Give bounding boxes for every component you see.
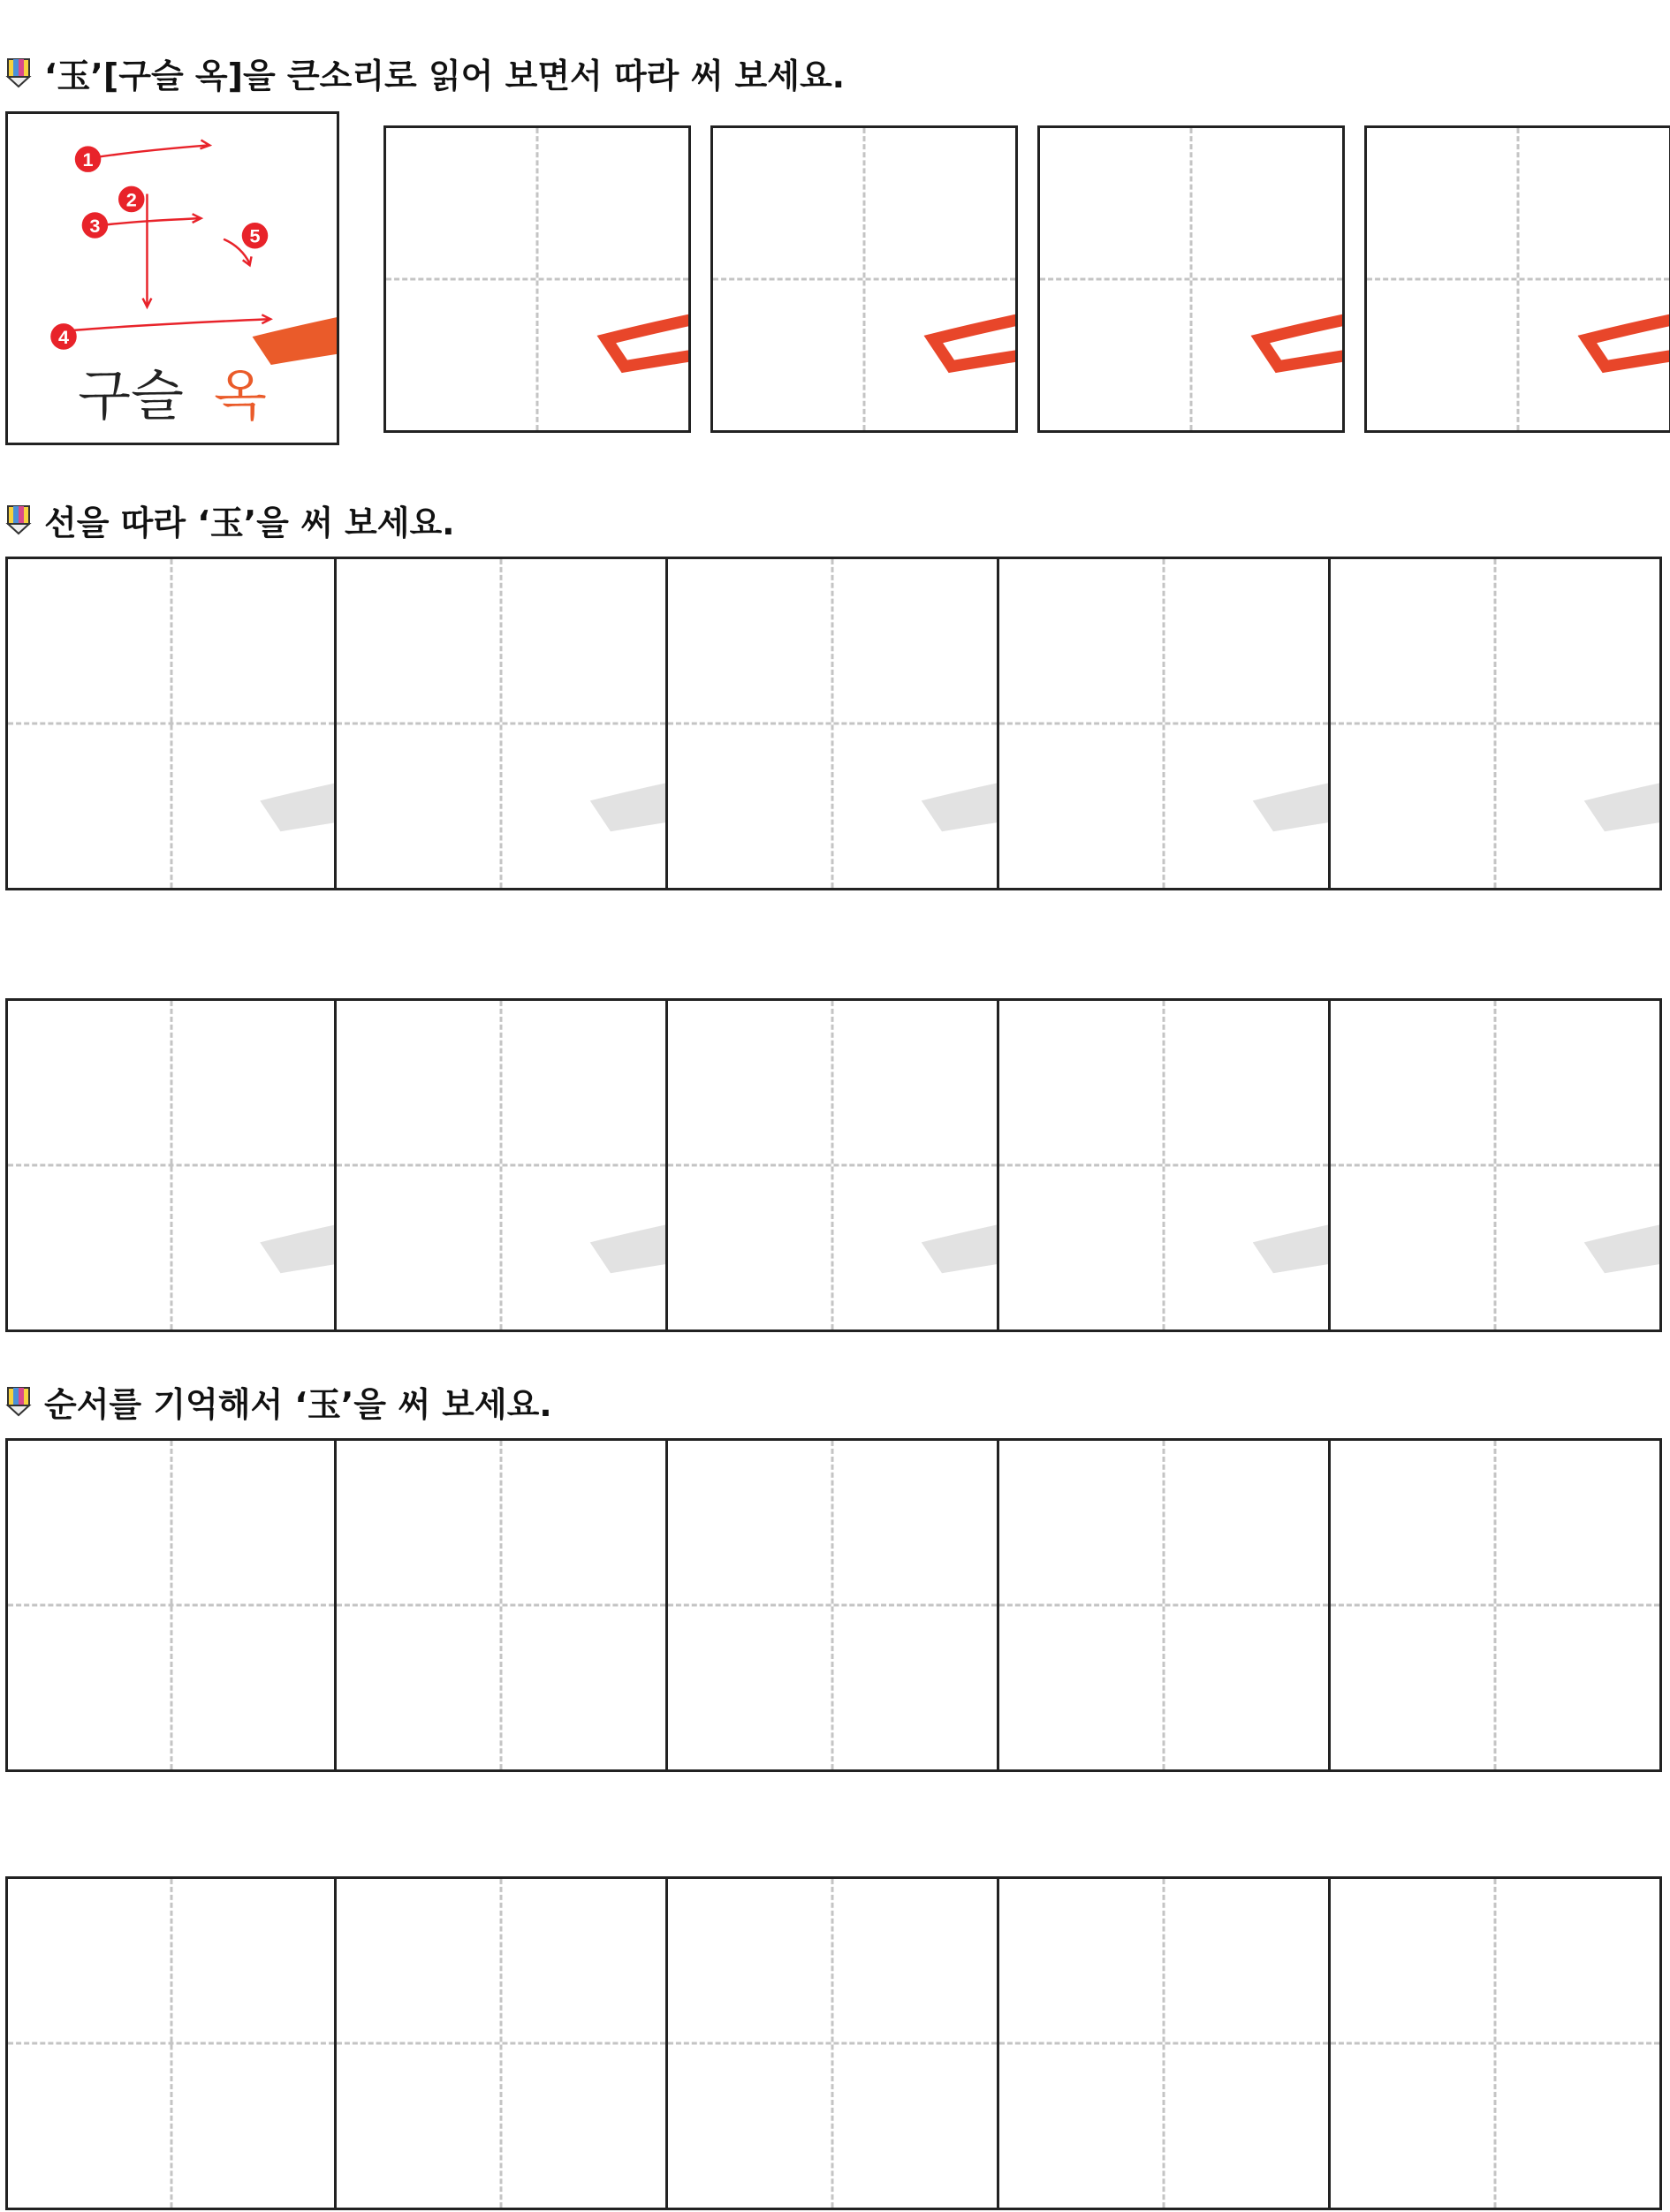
trace-character <box>668 1001 997 1329</box>
stroke-number-2: 2 <box>125 188 137 211</box>
instruction-text: ‘玉’[구슬 옥]을 큰소리로 읽어 보면서 따라 써 보세요. <box>44 56 846 95</box>
trace-cell[interactable] <box>999 998 1331 1332</box>
blank-cell[interactable] <box>668 1876 999 2210</box>
instruction-text: 선을 따라 ‘玉’을 써 보세요. <box>44 503 455 542</box>
character-sound: 옥 <box>213 363 267 428</box>
outline-cell[interactable] <box>383 125 691 433</box>
outline-character <box>386 128 688 430</box>
trace-row <box>5 557 1663 890</box>
horizontal-guide <box>8 1604 334 1607</box>
instruction-text: 순서를 기억해서 ‘玉’을 써 보세요. <box>44 1384 552 1424</box>
trace-cell[interactable] <box>5 998 337 1332</box>
trace-cell[interactable] <box>337 557 668 890</box>
trace-cell[interactable] <box>999 557 1331 890</box>
horizontal-guide <box>668 2042 997 2045</box>
trace-character <box>8 559 334 888</box>
blank-cell[interactable] <box>5 1438 337 1772</box>
stroke-number-3: 3 <box>89 214 101 237</box>
horizontal-guide <box>337 1604 665 1607</box>
instruction-trace <box>5 500 455 542</box>
blank-cell[interactable] <box>1331 1876 1662 2210</box>
pencil-icon <box>5 504 32 535</box>
character-meaning: 구슬 <box>78 363 184 428</box>
blank-cell[interactable] <box>999 1438 1331 1772</box>
trace-cell[interactable] <box>668 557 999 890</box>
character-reading <box>8 352 337 430</box>
trace-character <box>668 559 997 888</box>
stroke-number-4: 4 <box>57 325 70 348</box>
stroke-number-5: 5 <box>249 224 261 247</box>
horizontal-guide <box>8 2042 334 2045</box>
trace-character <box>1331 1001 1659 1329</box>
pencil-icon <box>5 1385 32 1417</box>
outline-cell[interactable] <box>1037 125 1345 433</box>
blank-row <box>5 1876 1663 2210</box>
blank-cell[interactable] <box>337 1438 668 1772</box>
outline-character <box>1040 128 1342 430</box>
blank-cell[interactable] <box>5 1876 337 2210</box>
instruction-read-aloud <box>5 53 846 95</box>
horizontal-guide <box>999 1604 1328 1607</box>
blank-cell[interactable] <box>337 1876 668 2210</box>
trace-cell[interactable] <box>1331 557 1662 890</box>
outline-cell[interactable] <box>710 125 1018 433</box>
horizontal-guide <box>999 2042 1328 2045</box>
blank-row <box>5 1438 1663 1772</box>
trace-cell[interactable] <box>337 998 668 1332</box>
horizontal-guide <box>1331 1604 1659 1607</box>
trace-cell[interactable] <box>1331 998 1662 1332</box>
trace-character <box>999 1001 1328 1329</box>
trace-character <box>337 1001 665 1329</box>
blank-cell[interactable] <box>999 1876 1331 2210</box>
trace-cell[interactable] <box>668 998 999 1332</box>
horizontal-guide <box>337 2042 665 2045</box>
pencil-icon <box>5 57 32 88</box>
trace-character <box>999 559 1328 888</box>
trace-row <box>5 998 1663 1332</box>
instruction-from-memory <box>5 1382 552 1424</box>
trace-character <box>1331 559 1659 888</box>
blank-cell[interactable] <box>668 1438 999 1772</box>
horizontal-guide <box>668 1604 997 1607</box>
trace-cell[interactable] <box>5 557 337 890</box>
outline-character <box>1367 128 1669 430</box>
outline-cell[interactable] <box>1364 125 1670 433</box>
stroke-order-sample <box>5 111 339 445</box>
horizontal-guide <box>1331 2042 1659 2045</box>
blank-cell[interactable] <box>1331 1438 1662 1772</box>
outline-character <box>713 128 1015 430</box>
stroke-number-1: 1 <box>82 148 94 171</box>
trace-character <box>8 1001 334 1329</box>
trace-character <box>337 559 665 888</box>
